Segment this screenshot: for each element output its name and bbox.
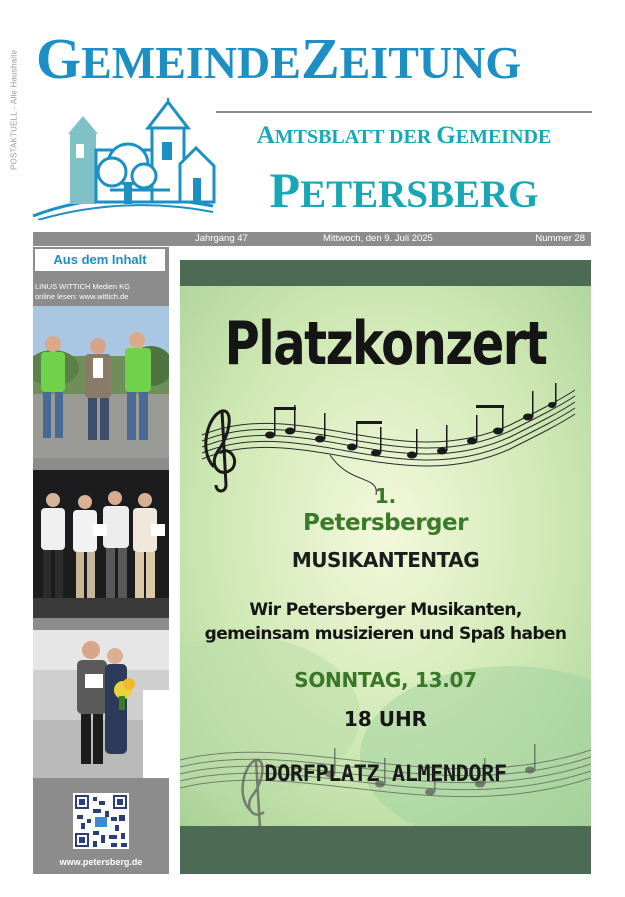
poster-line-1: Wir Petersberger Musikanten, (249, 600, 522, 620)
issue-number: Nummer 28 (535, 233, 585, 244)
poster-date: SONNTAG, 13.07 (294, 668, 477, 692)
poster-edition: 1. (374, 484, 397, 508)
photo-group-certificates (33, 470, 169, 618)
contents-heading: Aus dem Inhalt (35, 249, 165, 271)
publisher-name: LINUS WITTICH Medien KG (35, 282, 131, 291)
issue-date: Mittwoch, den 9. Juli 2025 (323, 233, 433, 244)
website-link[interactable]: www.petersberg.de (59, 857, 143, 867)
photo-three-men (33, 306, 169, 458)
publisher-online: online lesen: www.wittich.de (35, 291, 129, 301)
municipality-name (216, 160, 592, 225)
subtitle-rest-1: MTSBLATT DER (274, 126, 437, 148)
name-rest: ETERSBERG (300, 173, 539, 216)
title-rest-zeitung: EITUNG (339, 37, 522, 88)
jahrgang-label: Jahrgang 47 (195, 233, 248, 244)
poster-event: MUSIKANTENTAG (291, 548, 480, 572)
title-rest-gemeinde: EMEINDE (81, 37, 301, 88)
poster-line-2: gemeinsam musizieren und Spaß haben (204, 624, 567, 644)
concert-poster (180, 260, 591, 874)
poster-title: Platzkonzert (224, 309, 547, 379)
newspaper-title (36, 26, 576, 96)
publisher-info (35, 282, 167, 301)
poster-time: 18 UHR (343, 707, 428, 731)
petersberg-church-logo (30, 98, 216, 220)
photo-couple-flowers (33, 630, 169, 778)
name-initial-p: P (269, 162, 301, 218)
poster-bottom-band (180, 826, 591, 874)
poster-name: Petersberger (303, 510, 468, 536)
poster-top-band (180, 260, 591, 286)
header-divider (216, 111, 592, 113)
title-initial-z: Z (300, 26, 340, 91)
subtitle-rest-2: EMEINDE (455, 126, 552, 148)
poster-place: DORFPLATZ ALMENDORF (264, 762, 507, 787)
amtsblatt-subtitle (216, 120, 592, 153)
subtitle-initial-a: A (256, 122, 275, 149)
subtitle-initial-g: G (436, 122, 456, 149)
title-initial-g: G (36, 26, 82, 91)
issue-info-bar (33, 232, 591, 246)
distribution-label: POSTAKTUELL - Alle Haushalte (9, 49, 19, 171)
qr-code[interactable] (73, 793, 129, 849)
